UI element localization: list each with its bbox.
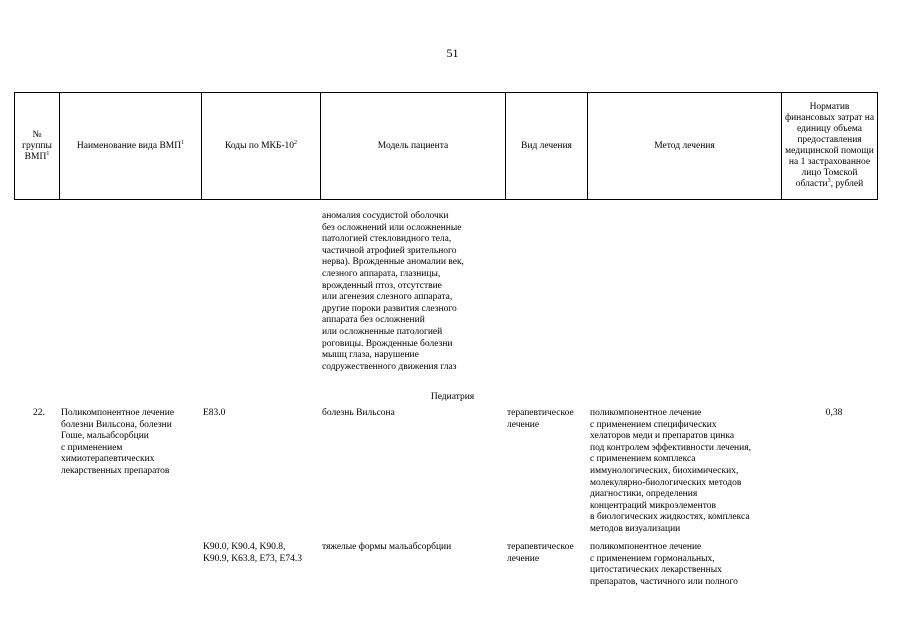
- footnote-mark: 2: [294, 139, 298, 146]
- footnote-mark: 3: [827, 177, 831, 184]
- header-icd-codes: [202, 93, 321, 200]
- row-treatment-type: терапевтическое лечение: [507, 542, 574, 564]
- footnote-mark: 1: [46, 150, 50, 157]
- page-number: 51: [446, 46, 459, 60]
- row-number: 22.: [33, 408, 45, 418]
- header-group-number-label: № группы ВМП: [22, 129, 52, 162]
- row-icd-codes: E83.0: [203, 408, 226, 418]
- header-treatment-type: Вид лечения: [506, 93, 588, 200]
- footnote-mark: 1: [181, 139, 185, 146]
- header-icd-codes-label: Коды по МКБ-10: [224, 140, 295, 151]
- header-vmp-name: [60, 93, 202, 200]
- header-vmp-name-label: Наименование вида ВМП: [76, 140, 182, 151]
- header-cost-norm: [782, 93, 878, 200]
- header-treatment-method: Метод лечения: [588, 93, 782, 200]
- row-cost-norm: 0,38: [825, 408, 843, 418]
- row-patient-model: болезнь Вильсона: [322, 408, 395, 418]
- row-patient-model: тяжелые формы мальабсорбции: [322, 542, 452, 552]
- row-treatment-type: терапевтическое лечение: [507, 408, 574, 430]
- continued-patient-model: аномалия сосудистой оболочки без осложнений или осложненные патологией стекловидного тела, частичной атрофией зрительного нерва). Врожденные аномалии век, слезного аппарата, глазницы, врожденный птоз, отсутствие или агенезия слезного аппарата, другие пороки развития слезного аппарата без осложнений или осложненные патологией роговицы. Врожденные болезни мышц глаза, нарушение содружественного движения глаз: [322, 211, 464, 372]
- row-vmp-name: Поликомпонентное лечение болезни Вильсона, болезни Гоше, мальабсорбции с применением химиотерапевтических лекарственных препаратов: [61, 408, 175, 476]
- row-icd-codes: K90.0, K90.4, K90.8, K90.9, K63.8, E73, E74.3: [203, 542, 302, 564]
- header-cost-norm-label: Норматив финансовых затрат на единицу объема предоставления медицинской помощи на 1 застрахованное лицо Томской области: [784, 102, 875, 189]
- row-treatment-method: поликомпонентное лечение с применением специфических хелаторов меди и препаратов цинка под контролем эффективности лечения, с применением комплекса иммунологических, биохимических, молекулярно-биологических методов диагностики, определения концентраций микроэлементов в биологических жидкостях, комплекса методов визуализации: [590, 408, 751, 534]
- section-title: Педиатрия: [430, 392, 475, 402]
- table-header: [14, 92, 878, 200]
- header-cost-norm-unit: , рублей: [830, 179, 864, 189]
- header-group-number: [15, 93, 60, 200]
- row-treatment-method: поликомпонентное лечение с применением гормональных, цитостатических лекарственных препаратов, частичного или полного: [590, 542, 738, 587]
- header-patient-model: Модель пациента: [321, 93, 506, 200]
